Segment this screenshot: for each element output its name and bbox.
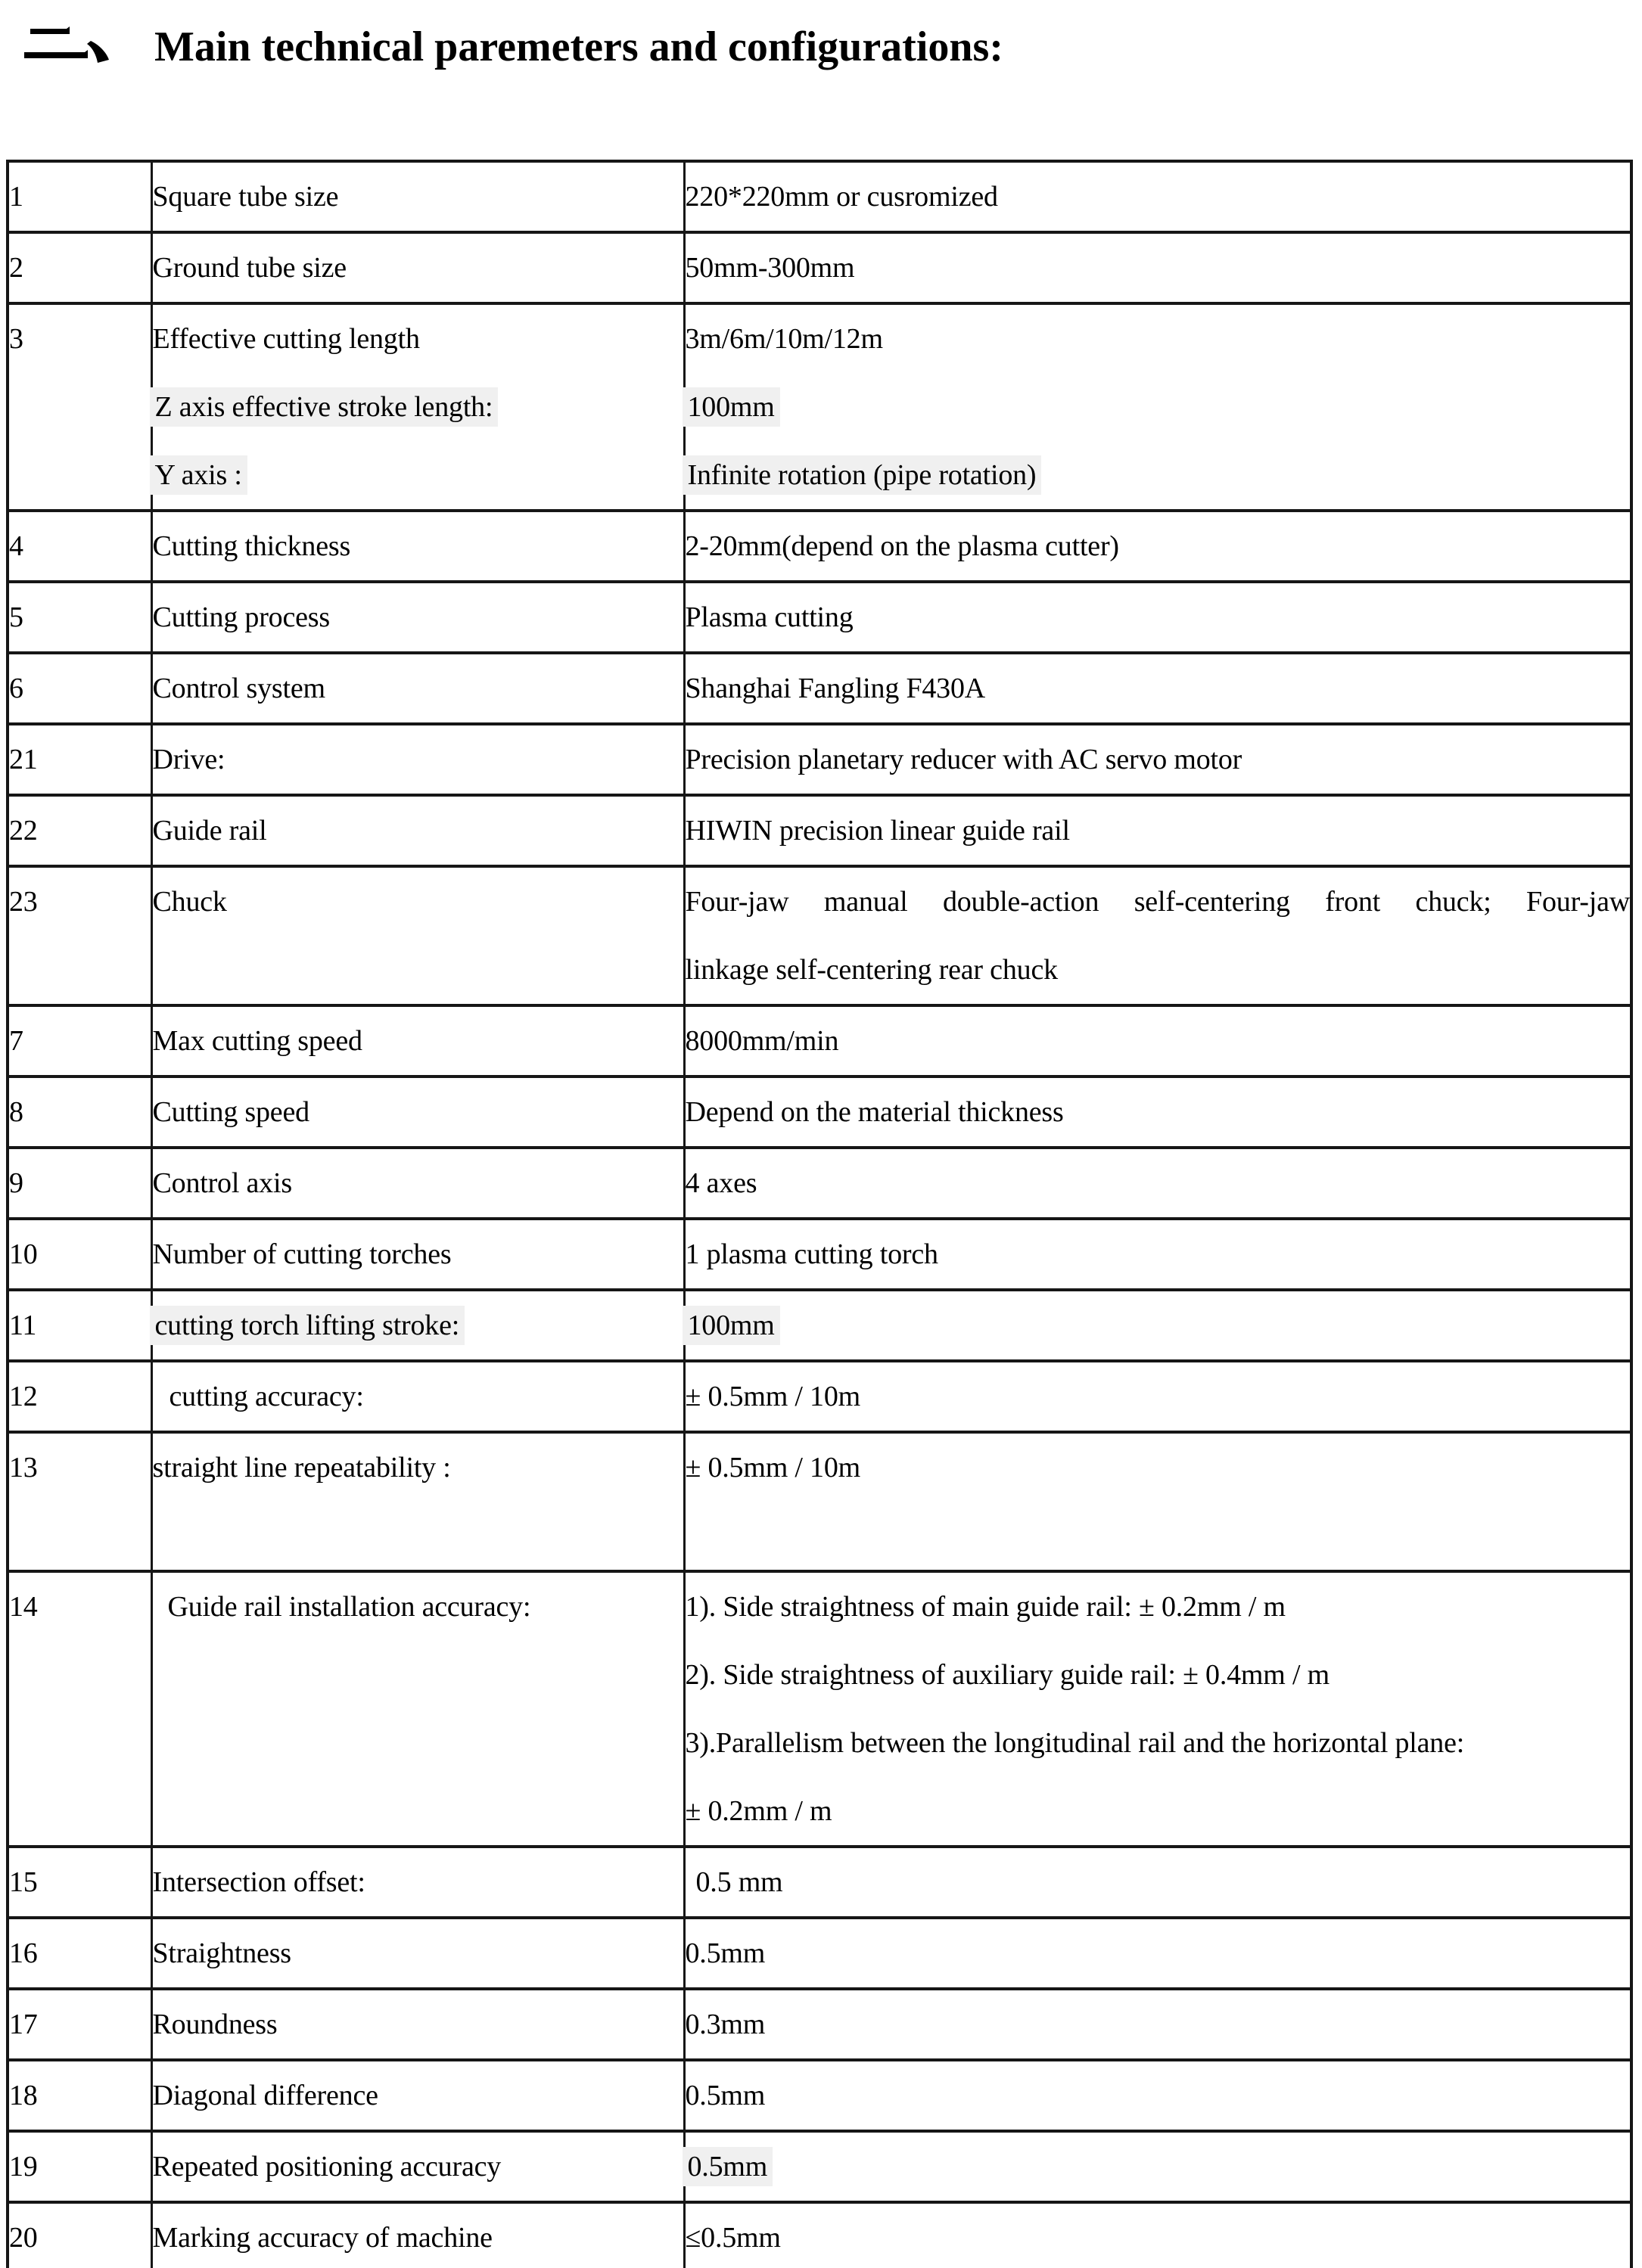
cell-line bbox=[686, 1078, 1631, 1146]
cell-text: Straightness bbox=[152, 1937, 291, 1969]
row-number-cell bbox=[8, 1077, 151, 1148]
cell-line bbox=[153, 2133, 683, 2201]
cell-text: 3 bbox=[9, 323, 23, 355]
param-name-cell bbox=[151, 1290, 684, 1361]
cell-text: 2 bbox=[9, 252, 23, 284]
param-value-cell bbox=[684, 2060, 1631, 2131]
param-name-cell bbox=[151, 2060, 684, 2131]
table-row bbox=[8, 303, 1631, 511]
cell-line bbox=[686, 441, 1631, 509]
table-row bbox=[8, 2131, 1631, 2202]
highlighted-text: Y axis : bbox=[150, 455, 247, 495]
cell-text: 4 bbox=[9, 530, 23, 562]
param-name-cell bbox=[151, 1847, 684, 1918]
cell-line bbox=[153, 725, 683, 794]
table-row bbox=[8, 1005, 1631, 1077]
cell-line bbox=[9, 1007, 151, 1075]
cell-text: 1). Side straightness of main guide rail: ± 0.2mm / m bbox=[685, 1591, 1286, 1623]
table-row bbox=[8, 653, 1631, 724]
table-row bbox=[8, 1989, 1631, 2060]
cell-line bbox=[686, 1777, 1631, 1845]
cell-text: Ground tube size bbox=[152, 252, 347, 284]
param-value-cell bbox=[684, 1918, 1631, 1989]
cell-line bbox=[686, 936, 1631, 1004]
table-row bbox=[8, 1361, 1631, 1432]
row-number-cell bbox=[8, 1290, 151, 1361]
cell-text: 7 bbox=[9, 1025, 23, 1057]
row-number-cell bbox=[8, 1847, 151, 1918]
cell-text: Square tube size bbox=[152, 181, 339, 213]
cell-line bbox=[686, 305, 1631, 373]
cell-text: Shanghai Fangling F430A bbox=[685, 673, 986, 704]
cell-line bbox=[9, 868, 151, 936]
row-number-cell bbox=[8, 795, 151, 866]
cell-line bbox=[686, 654, 1631, 722]
cell-line bbox=[153, 1220, 683, 1288]
cell-line bbox=[153, 583, 683, 651]
table-row bbox=[8, 1077, 1631, 1148]
cell-text: 6 bbox=[9, 673, 23, 704]
cell-line bbox=[9, 1362, 151, 1431]
cell-text: Guide rail bbox=[152, 815, 267, 847]
param-value-cell bbox=[684, 724, 1631, 795]
cell-line bbox=[153, 1362, 683, 1431]
cell-text: ≤0.5mm bbox=[685, 2222, 781, 2254]
param-value-cell bbox=[684, 303, 1631, 511]
cell-line bbox=[686, 1641, 1631, 1709]
cell-line bbox=[153, 512, 683, 580]
section-marker-icon bbox=[21, 12, 114, 76]
cell-text: 0.5 mm bbox=[695, 1866, 783, 1898]
param-value-cell bbox=[684, 1432, 1631, 1571]
param-name-cell bbox=[151, 1918, 684, 1989]
cell-line bbox=[153, 1149, 683, 1217]
table-row bbox=[8, 724, 1631, 795]
param-name-cell bbox=[151, 653, 684, 724]
param-value-cell bbox=[684, 582, 1631, 653]
cell-text: 50mm-300mm bbox=[685, 252, 855, 284]
cell-text: Number of cutting torches bbox=[152, 1238, 452, 1270]
param-name-cell bbox=[151, 1148, 684, 1219]
cell-text: 11 bbox=[9, 1310, 37, 1341]
row-number-cell bbox=[8, 724, 151, 795]
row-number-cell bbox=[8, 2131, 151, 2202]
cell-text: Roundness bbox=[152, 2009, 278, 2040]
highlighted-text: Z axis effective stroke length: bbox=[150, 387, 499, 427]
cell-line bbox=[153, 373, 683, 441]
cell-line bbox=[686, 1709, 1631, 1777]
cell-line bbox=[153, 797, 683, 865]
row-number-cell bbox=[8, 1361, 151, 1432]
cell-text: 18 bbox=[9, 2080, 38, 2111]
table-row bbox=[8, 1847, 1631, 1918]
highlighted-text: 100mm bbox=[683, 1306, 780, 1345]
param-name-cell bbox=[151, 582, 684, 653]
cell-text: 20 bbox=[9, 2222, 38, 2254]
param-value-cell bbox=[684, 795, 1631, 866]
cell-line bbox=[9, 2133, 151, 2201]
cell-text: Depend on the material thickness bbox=[685, 1096, 1064, 1128]
cell-text: 16 bbox=[9, 1937, 38, 1969]
cell-line bbox=[686, 868, 1631, 936]
cell-text: 22 bbox=[9, 815, 38, 847]
cell-text: Marking accuracy of machine bbox=[152, 2222, 493, 2254]
table-row bbox=[8, 795, 1631, 866]
cell-line bbox=[153, 1573, 683, 1641]
cell-line bbox=[9, 163, 151, 231]
cell-line bbox=[686, 373, 1631, 441]
cell-line bbox=[153, 1291, 683, 1359]
cell-text: Guide rail installation accuracy: bbox=[167, 1591, 531, 1623]
cell-line bbox=[686, 1291, 1631, 1359]
row-number-cell bbox=[8, 2060, 151, 2131]
cell-text: straight line repeatability : bbox=[152, 1452, 451, 1484]
param-value-cell bbox=[684, 1219, 1631, 1290]
table-row bbox=[8, 866, 1631, 1005]
cell-line bbox=[686, 234, 1631, 302]
cell-text: Max cutting speed bbox=[152, 1025, 362, 1057]
cell-line bbox=[686, 1220, 1631, 1288]
cell-line bbox=[153, 1502, 683, 1570]
cell-line bbox=[686, 1434, 1631, 1502]
cell-text: Plasma cutting bbox=[685, 601, 854, 633]
cell-line bbox=[9, 1220, 151, 1288]
cell-line bbox=[9, 1291, 151, 1359]
table-row bbox=[8, 161, 1631, 232]
table-row bbox=[8, 582, 1631, 653]
param-name-cell bbox=[151, 232, 684, 303]
cell-text: Control system bbox=[152, 673, 325, 704]
cell-line bbox=[153, 163, 683, 231]
param-name-cell bbox=[151, 1361, 684, 1432]
cell-line bbox=[153, 2061, 683, 2130]
cell-text: 23 bbox=[9, 886, 38, 918]
param-value-cell bbox=[684, 232, 1631, 303]
cell-text: 8000mm/min bbox=[685, 1025, 839, 1057]
highlighted-text: Infinite rotation (pipe rotation) bbox=[683, 455, 1042, 495]
cell-line bbox=[686, 583, 1631, 651]
cell-text: 4 axes bbox=[685, 1167, 757, 1199]
cell-text: 1 bbox=[9, 181, 23, 213]
cell-text: Intersection offset: bbox=[152, 1866, 365, 1898]
param-value-cell bbox=[684, 1361, 1631, 1432]
param-name-cell bbox=[151, 795, 684, 866]
param-value-cell bbox=[684, 866, 1631, 1005]
cell-text: 0.5mm bbox=[685, 2080, 766, 2111]
cell-text: 12 bbox=[9, 1381, 38, 1412]
cell-line bbox=[9, 234, 151, 302]
cell-line bbox=[153, 1007, 683, 1075]
cell-line bbox=[686, 163, 1631, 231]
cell-line bbox=[9, 2061, 151, 2130]
cell-text: Four-jaw manual double-action self-centering front chuck; Four-jaw bbox=[685, 886, 1630, 918]
param-name-cell bbox=[151, 1005, 684, 1077]
table-row bbox=[8, 1432, 1631, 1571]
cell-line bbox=[686, 1990, 1631, 2058]
cell-line bbox=[153, 1078, 683, 1146]
cell-text: 1 plasma cutting torch bbox=[685, 1238, 938, 1270]
cell-text: 17 bbox=[9, 2009, 38, 2040]
cell-line bbox=[153, 1919, 683, 1987]
param-name-cell bbox=[151, 1571, 684, 1847]
cell-line bbox=[153, 441, 683, 509]
cell-text: Diagonal difference bbox=[152, 2080, 378, 2111]
row-number-cell bbox=[8, 653, 151, 724]
cell-line bbox=[9, 1434, 151, 1502]
cell-line bbox=[153, 868, 683, 936]
table-row bbox=[8, 1219, 1631, 1290]
cell-line bbox=[153, 1434, 683, 1502]
param-name-cell bbox=[151, 724, 684, 795]
param-value-cell bbox=[684, 1005, 1631, 1077]
row-number-cell bbox=[8, 511, 151, 582]
row-number-cell bbox=[8, 582, 151, 653]
param-value-cell bbox=[684, 1290, 1631, 1361]
param-value-cell bbox=[684, 2131, 1631, 2202]
param-value-cell bbox=[684, 2202, 1631, 2268]
cell-text: Effective cutting length bbox=[152, 323, 420, 355]
param-name-cell bbox=[151, 1989, 684, 2060]
row-number-cell bbox=[8, 161, 151, 232]
cell-text: Chuck bbox=[152, 886, 227, 918]
param-value-cell bbox=[684, 161, 1631, 232]
cell-text: HIWIN precision linear guide rail bbox=[685, 815, 1070, 847]
table-row bbox=[8, 1918, 1631, 1989]
cell-text: 8 bbox=[9, 1096, 23, 1128]
row-number-cell bbox=[8, 1219, 151, 1290]
page-title-text: Main technical paremeters and configurations: bbox=[154, 23, 1003, 70]
cell-text: 14 bbox=[9, 1591, 38, 1623]
cell-line bbox=[9, 1919, 151, 1987]
cell-text: 13 bbox=[9, 1452, 38, 1484]
document-page bbox=[0, 12, 1642, 2268]
row-number-cell bbox=[8, 866, 151, 1005]
cell-text: 0.3mm bbox=[685, 2009, 766, 2040]
table-row bbox=[8, 1148, 1631, 1219]
cell-line bbox=[9, 797, 151, 865]
cell-line bbox=[686, 1362, 1631, 1431]
cell-text: ± 0.5mm / 10m bbox=[685, 1452, 860, 1484]
cell-line bbox=[9, 305, 151, 373]
cell-text: ± 0.2mm / m bbox=[685, 1795, 832, 1827]
param-value-cell bbox=[684, 511, 1631, 582]
cell-line bbox=[686, 1502, 1631, 1570]
cell-text: cutting accuracy: bbox=[169, 1381, 364, 1412]
cell-line bbox=[153, 234, 683, 302]
row-number-cell bbox=[8, 1918, 151, 1989]
cell-line bbox=[9, 1848, 151, 1916]
cell-line bbox=[686, 1007, 1631, 1075]
param-name-cell bbox=[151, 2131, 684, 2202]
cell-line bbox=[9, 1990, 151, 2058]
cell-line bbox=[686, 1919, 1631, 1987]
cell-line bbox=[153, 1848, 683, 1916]
cell-line bbox=[9, 725, 151, 794]
cell-line bbox=[686, 2061, 1631, 2130]
param-value-cell bbox=[684, 1571, 1631, 1847]
cell-text: Repeated positioning accuracy bbox=[152, 2151, 502, 2183]
cell-text: linkage self-centering rear chuck bbox=[685, 954, 1058, 986]
cell-line bbox=[9, 512, 151, 580]
highlighted-text: cutting torch lifting stroke: bbox=[150, 1306, 465, 1345]
param-name-cell bbox=[151, 161, 684, 232]
cell-line bbox=[153, 2204, 683, 2268]
param-name-cell bbox=[151, 1077, 684, 1148]
cell-line bbox=[153, 654, 683, 722]
spec-table-body bbox=[8, 161, 1631, 2268]
cell-text: 2-20mm(depend on the plasma cutter) bbox=[685, 530, 1119, 562]
highlighted-text: 0.5mm bbox=[683, 2147, 773, 2186]
page-title bbox=[21, 12, 1642, 76]
cell-text: 15 bbox=[9, 1866, 38, 1898]
cell-text: 0.5mm bbox=[685, 1937, 766, 1969]
cell-line bbox=[9, 583, 151, 651]
cell-line bbox=[9, 1149, 151, 1217]
cell-text: Precision planetary reducer with AC servo motor bbox=[685, 744, 1242, 775]
cell-text: 10 bbox=[9, 1238, 38, 1270]
param-value-cell bbox=[684, 1989, 1631, 2060]
param-name-cell bbox=[151, 303, 684, 511]
row-number-cell bbox=[8, 303, 151, 511]
spec-table bbox=[6, 160, 1633, 2268]
cell-line bbox=[686, 512, 1631, 580]
cell-line bbox=[686, 1573, 1631, 1641]
param-value-cell bbox=[684, 1077, 1631, 1148]
row-number-cell bbox=[8, 2202, 151, 2268]
cell-line bbox=[686, 1149, 1631, 1217]
cell-line bbox=[686, 797, 1631, 865]
cell-text: Cutting process bbox=[152, 601, 330, 633]
highlighted-text: 100mm bbox=[683, 387, 780, 427]
table-row bbox=[8, 511, 1631, 582]
row-number-cell bbox=[8, 1989, 151, 2060]
param-value-cell bbox=[684, 1148, 1631, 1219]
cell-text: 5 bbox=[9, 601, 23, 633]
cell-text: ± 0.5mm / 10m bbox=[685, 1381, 860, 1412]
row-number-cell bbox=[8, 1571, 151, 1847]
param-name-cell bbox=[151, 511, 684, 582]
cell-line bbox=[686, 1848, 1631, 1916]
cell-text: Cutting speed bbox=[152, 1096, 309, 1128]
cell-line bbox=[686, 2133, 1631, 2201]
cell-text: 220*220mm or cusromized bbox=[685, 181, 998, 213]
row-number-cell bbox=[8, 1148, 151, 1219]
param-name-cell bbox=[151, 866, 684, 1005]
cell-text: 2). Side straightness of auxiliary guide rail: ± 0.4mm / m bbox=[685, 1659, 1329, 1691]
cell-text: 3).Parallelism between the longitudinal rail and the horizontal plane: bbox=[685, 1727, 1465, 1759]
cell-line bbox=[9, 654, 151, 722]
param-name-cell bbox=[151, 2202, 684, 2268]
cell-line bbox=[153, 1990, 683, 2058]
cell-line bbox=[686, 2204, 1631, 2268]
table-row bbox=[8, 2202, 1631, 2268]
cell-line bbox=[686, 725, 1631, 794]
cell-line bbox=[9, 1573, 151, 1641]
param-value-cell bbox=[684, 653, 1631, 724]
cell-text: 3m/6m/10m/12m bbox=[685, 323, 883, 355]
param-name-cell bbox=[151, 1432, 684, 1571]
cell-text: Drive: bbox=[152, 744, 225, 775]
cell-line bbox=[153, 305, 683, 373]
cell-text: Control axis bbox=[152, 1167, 292, 1199]
row-number-cell bbox=[8, 1005, 151, 1077]
param-value-cell bbox=[684, 1847, 1631, 1918]
cell-text: 19 bbox=[9, 2151, 38, 2183]
param-name-cell bbox=[151, 1219, 684, 1290]
cell-text: 9 bbox=[9, 1167, 23, 1199]
cell-line bbox=[9, 2204, 151, 2268]
table-row bbox=[8, 2060, 1631, 2131]
table-row bbox=[8, 1290, 1631, 1361]
table-row bbox=[8, 1571, 1631, 1847]
cell-text: Cutting thickness bbox=[152, 530, 351, 562]
row-number-cell bbox=[8, 232, 151, 303]
cell-text: 21 bbox=[9, 744, 38, 775]
row-number-cell bbox=[8, 1432, 151, 1571]
cell-line bbox=[9, 1078, 151, 1146]
table-row bbox=[8, 232, 1631, 303]
